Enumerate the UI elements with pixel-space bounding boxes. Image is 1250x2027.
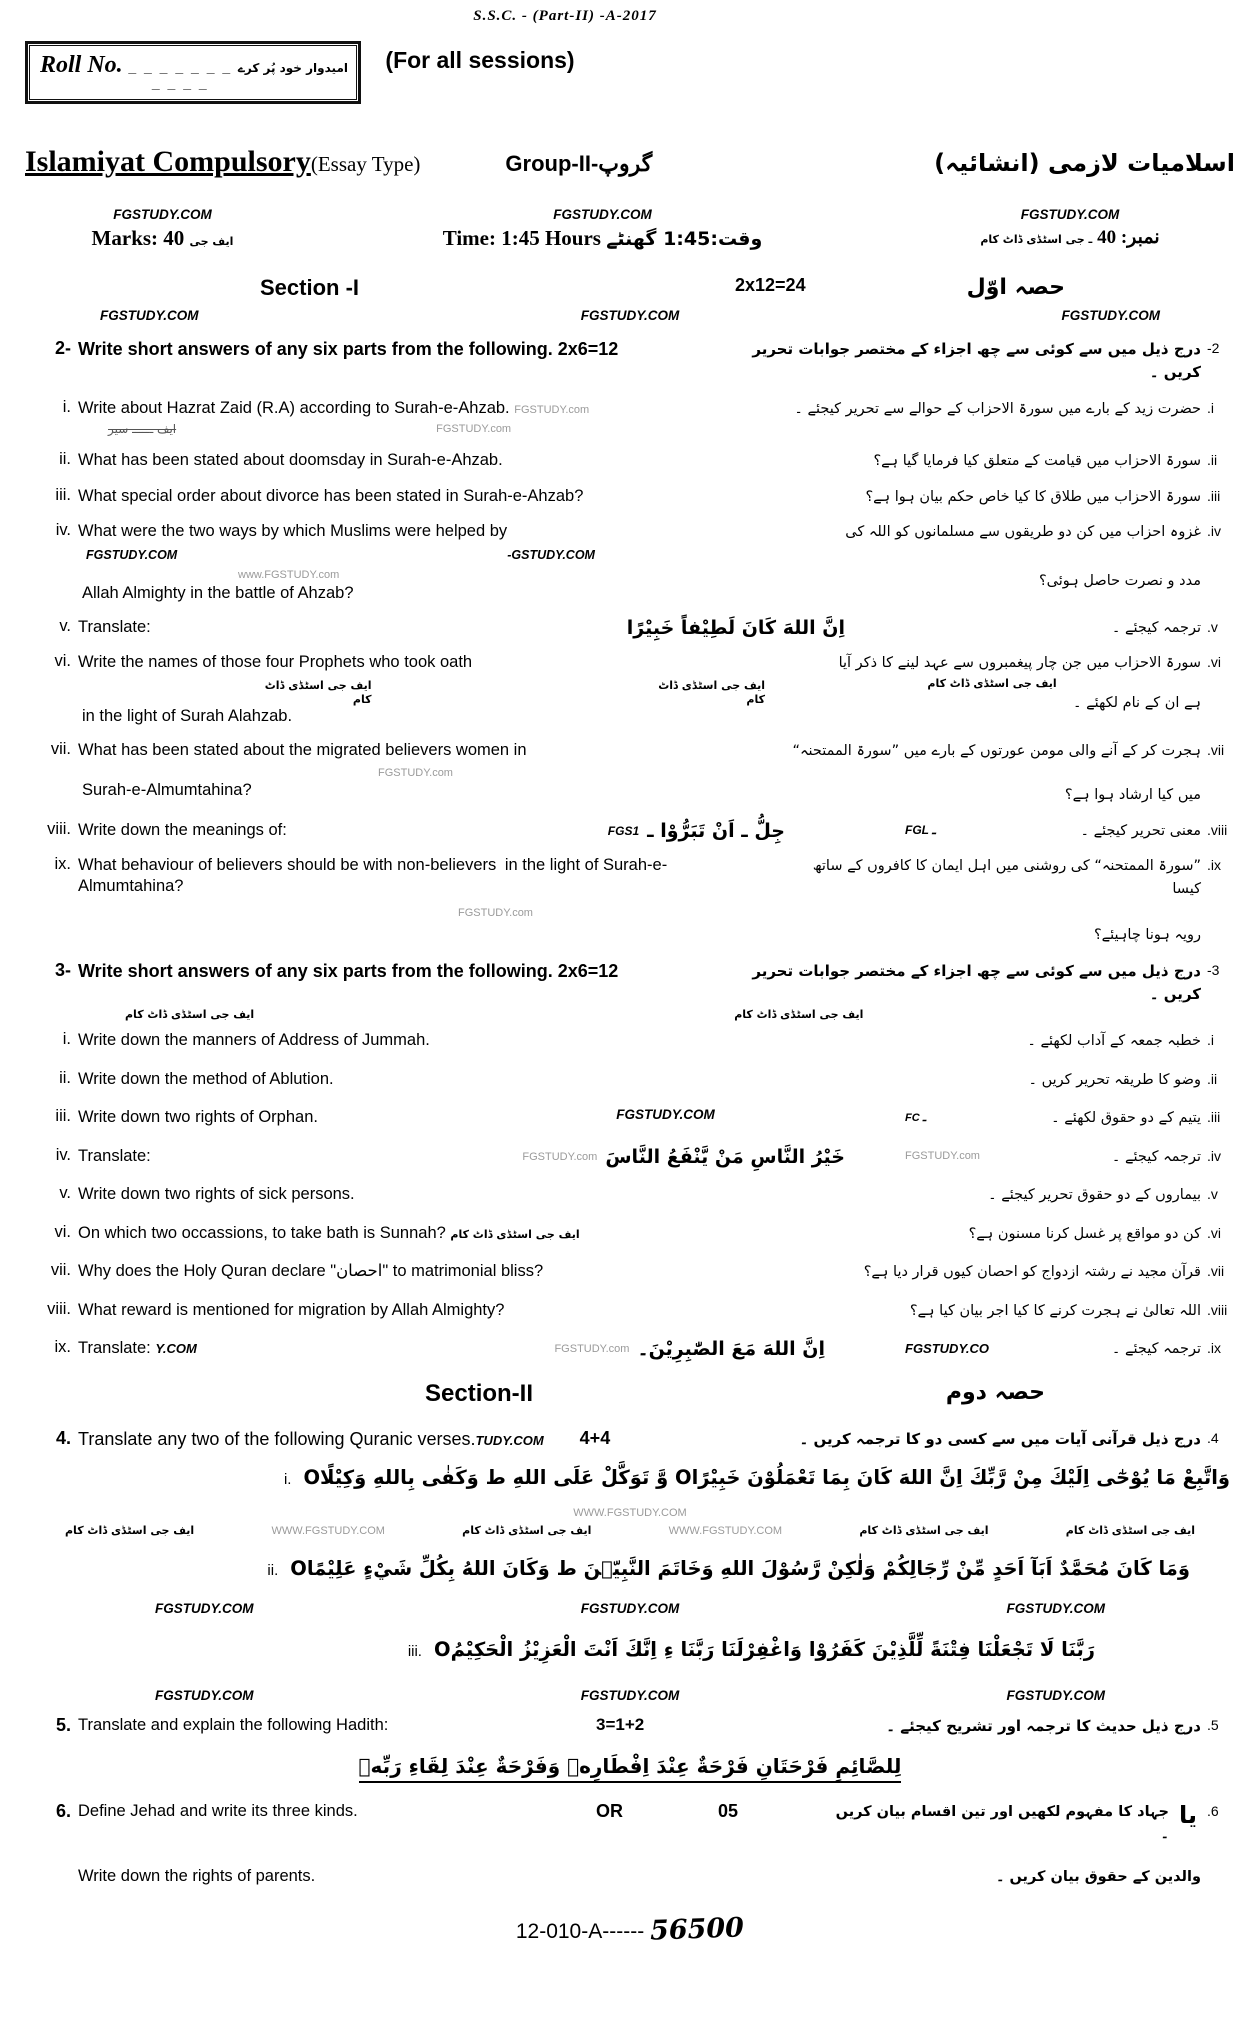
watermark: FGSTUDY.com [905,1149,980,1162]
item-number-ur: .i [1207,399,1214,416]
question-alt-text-en: Write down the rights of parents. [78,1866,316,1885]
watermark-ur: ایف جی اسٹڈی ڈاٹ کام [927,676,1057,690]
watermark-ur: ایف جی اسٹڈی ڈاٹ کام [264,678,372,706]
roll-no-urdu-note: امیدوار خود پُر کرے [237,61,348,75]
item-number: vii. [50,1261,71,1280]
item-number: iv. [55,1145,71,1164]
item-text-en: Write down the manners of Address of Jummah. [78,1031,430,1050]
item-text-en: Write the names of those four Prophets who took oath ایف جی اسٹڈی ڈاٹ کام ایف جی اسٹڈی ڈاٹ کام in the light of Surah Alahzab. [78,653,765,726]
item-number-ur: .iii [1207,1109,1221,1126]
item-text-en: What has been stated about the migrated believers women in FGSTUDY.com Surah-e-Almumtahina? [78,740,527,800]
item-number: ii. [59,1068,71,1087]
watermark-ur: ایف جی اسٹڈی ڈاٹ کام [859,1524,989,1538]
item-text-ur: ترجمہ کیجئے ۔ [1111,619,1201,636]
q3-item-iii [25,1107,1235,1129]
question-text-en: Translate any two of the following Quranic verses.TUDY.COM [78,1429,544,1450]
paper-title-type: (Essay Type) [310,152,421,176]
item-number-ur: .v [1207,1186,1218,1203]
time-label-ur: وقت:1:45 گھنٹے [606,228,763,250]
section-2-heading-row [25,1380,1235,1412]
item-text-en: Translate: [78,617,151,636]
watermark: FGSTUDY.com [554,1342,630,1355]
arabic-text: جِلُّ ـ اَنْ تَبَرُّوْا ـ [647,819,785,842]
watermark: FGSTUDY.com [458,906,533,919]
quran-verse-1 [25,1466,1235,1489]
question-5-heading [25,1715,1235,1738]
watermark-ur: ایف جی اسٹڈی ڈاٹ کام [658,678,765,706]
watermark: FGSTUDY.COM [580,307,680,323]
question-3-heading [25,960,1235,1007]
q2-item-i [25,398,1235,438]
item-text-ur: سورۃ الاحزاب میں قیامت کے متعلق کیا فرمایا گیا ہے؟ [873,453,1201,470]
watermark-ur-fragment: ـ جی اسٹڈی ڈاٹ کام [980,233,1093,246]
watermark-ur: ایف جی اسٹڈی ڈاٹ کام [450,1227,580,1241]
question-marks: 3=1+2 [596,1714,645,1734]
item-number-ur: .vi [1207,1224,1221,1241]
q3-item-v [25,1184,1235,1206]
roll-no-blank-field[interactable]: _ _ _ _ _ _ _ _ _ _ _ [128,59,233,91]
item-text-ur: معنی تحریر کیجئے ۔ [1080,822,1201,839]
or-label-ur: یا [1178,1800,1197,1829]
arabic-text: اِنَّ اللهَ مَعَ الصّٰبِرِيْنَ۔ [637,1337,825,1360]
arabic-verse: رَبَّنَا لَا تَجْعَلْنَا فِتْنَةً لِّلَّذِيْنَ كَفَرُوْا وَاغْفِرْلَنَا رَبَّنَا ءِ اِنَّكَ اَنْتَ الْعَزِيْزُ الْحَكِيْمُO [433,1637,1095,1661]
watermark-ur: ایف جی اسٹڈی ڈاٹ کام [1065,1524,1195,1538]
item-number: i. [62,397,71,416]
item-number-ur: .ii [1207,1070,1218,1087]
question-number-ur: -2 [1207,340,1220,356]
verse-number: ii. [267,1561,279,1579]
q3-item-ii [25,1069,1235,1091]
hadith-row [25,1754,1235,1783]
item-text-ur: کن دو مواقع پر غسل کرنا مسنون ہے؟ [968,1225,1201,1242]
meta-row [25,207,1235,251]
q3-item-iv [25,1146,1235,1168]
watermark: FGSTUDY.CO [905,1340,990,1356]
question-text-ur: درج ذیل حدیث کا ترجمہ اور تشریح کیجئے ۔ [886,1716,1201,1735]
section-2-title-ur: حصہ دوم [945,1380,1045,1406]
item-text-ur: وضو کا طریقہ تحریر کریں ۔ [1028,1071,1201,1088]
watermark-row [125,1008,1235,1021]
question-text-en: Translate and explain the following Hadith: [78,1715,389,1734]
watermark: FGSTUDY.COM [100,307,199,323]
paper-footer [25,1914,1235,1945]
roll-row [25,35,1235,101]
item-number: i. [62,1030,71,1049]
item-text-ur: یتیم کے دو حقوق لکھئے ۔ [1051,1110,1201,1127]
item-text-en: Write down two rights of sick persons. [78,1185,355,1204]
watermark: WWW.FGSTUDY.COM [573,1506,687,1519]
q2-item-vi [25,652,1235,727]
watermark-ur: ایف جی اسٹڈی ڈاٹ کام [462,1524,592,1538]
watermark-ur: ایف جی اسٹڈی ڈاٹ کام [734,1008,864,1022]
arabic-verse: وَاتَّبِعْ مَا يُوْحٰٓى اِلَيْكَ مِنْ رَّبِّكَ اِنَّ اللهَ كَانَ بِمَا تَعْمَلُوْنَ خَبِيْرًاO وَّ تَوَكَّلْ عَلَى اللهِ ط وَكَفٰى بِاللهِ وَكِيْلًاO [303,1465,1230,1489]
quran-verse-3 [25,1638,1235,1661]
item-number: vii. [50,739,71,758]
question-number: 4. [55,1428,71,1449]
q3-item-viii [25,1300,1235,1322]
item-number: viii. [47,819,71,838]
section-1-marks: 2x12=24 [735,275,806,295]
q2-item-ii [25,450,1235,472]
q2-item-vii [25,740,1235,807]
sessions-note: (For all sessions) [385,47,575,73]
q3-item-vi [25,1223,1235,1245]
q2-item-v [25,617,1235,639]
q2-item-ix [25,855,1235,946]
item-number: v. [59,1184,71,1203]
item-text-ur: سورۃ الاحزاب میں جن چار پیغمبروں سے عہد لینے کا ذکر آیا ایف جی اسٹڈی ڈاٹ کام ہے ان کے نام لکھئے ۔ [783,652,1201,714]
q2-item-viii [25,820,1235,842]
watermark: WWW.FGSTUDY.COM [668,1524,783,1537]
question-alt-text-ur: والدین کے حقوق بیان کریں ۔ [995,1868,1201,1885]
question-text-en: Define Jehad and write its three kinds. [78,1801,358,1820]
item-number: ix. [54,855,71,874]
question-text-en: Write short answers of any six parts from the following. 2x6=12 [78,960,619,981]
item-text-ur: ترجمہ کیجئے ۔ [1111,1148,1201,1165]
q3-item-i [25,1030,1235,1052]
q2-item-iii [25,486,1235,508]
watermark-row [25,305,1235,325]
arabic-text: اِنَّ اللهَ كَانَ لَطِيْفاً خَبِيْرًا [626,616,845,639]
question-text-ur: درج ذیل میں سے کوئی سے چھ اجزاء کے مختصر جوابات تحریر کریں ۔ [752,340,1201,382]
item-number-ur: .viii [1207,821,1228,838]
question-text-en: Write short answers of any six parts from the following. 2x6=12 [78,339,619,359]
paper-title-en: Islamiyat Compulsory [25,145,311,178]
question-number: 3- [54,959,71,980]
question-number-ur: -3 [1207,961,1220,978]
q2-item-iv [25,521,1235,604]
item-number-ur: .ii [1207,452,1218,469]
item-number-ur: .viii [1207,1301,1228,1318]
item-number: v. [59,616,71,635]
item-number-ur: .v [1207,618,1218,635]
section-1-title: Section -I [260,275,360,300]
item-number-ur: .i [1207,1032,1214,1049]
watermark: FGSTUDY.COM [580,1688,680,1704]
watermark: -GSTUDY.COM [507,547,595,562]
item-text-en: What reward is mentioned for migration by Allah Almighty? [78,1300,505,1319]
watermark: FGSTUDY.COM [1006,1601,1105,1617]
section-1-heading-row [25,275,1235,305]
question-4-heading [25,1428,1235,1451]
watermark: FGSTUDY.COM [155,1688,254,1704]
verse-number: iii. [407,1642,422,1660]
question-text-ur: درج ذیل قرآنی آیات میں سے کسی دو کا ترجمہ کریں ۔ [799,1430,1201,1449]
time-label: Time: 1:45 Hours وقت:1:45 گھنٹے [442,226,763,250]
item-text-ur: ”سورۃ الممتحنہ“ کی روشنی میں اہل ایمان کا کافروں کے ساتھ کیسا رویہ ہونا چاہیئے؟ [812,858,1201,944]
item-number: iii. [55,1107,71,1126]
item-text-en: On which two occassions, to take bath is Sunnah? ایف جی اسٹڈی ڈاٹ کام [78,1223,580,1242]
item-text-en: What has been stated about doomsday in Surah-e-Ahzab. [78,451,503,470]
item-number: viii. [47,1299,71,1318]
paper-code: 12-010-A------ [515,1920,645,1944]
question-text-ur: درج ذیل میں سے کوئی سے چھ اجزاء کے مختصر جوابات تحریر کریں ۔ [752,961,1201,1003]
watermark: WWW.FGSTUDY.COM [271,1524,385,1537]
question-number: 5. [55,1714,71,1735]
item-text-en: Why does the Holy Quran declare "احصان" to matrimonial bliss? [78,1262,544,1281]
item-text-ur: قرآن مجید نے رشتہ ازدواج کو احصان کیوں قرار دیا ہے؟ [863,1264,1201,1281]
watermark: www.FGSTUDY.com [238,569,340,582]
watermark: FGS1 [607,823,640,838]
watermark: FGSTUDY.COM [580,1601,680,1617]
item-number-ur: .vi [1207,654,1221,671]
question-number-ur: .6 [1207,1802,1219,1819]
q3-item-vii [25,1261,1235,1283]
watermark: FGSTUDY.COM [1061,307,1160,323]
watermark: FC ـ [905,1112,926,1125]
item-number-ur: .iii [1207,487,1221,504]
item-number: ix. [54,1337,71,1356]
question-6-row [25,1801,1235,1846]
question-2-heading [25,338,1235,385]
watermark-ur-fragment: ایف جی [189,235,234,248]
hadith-arabic: لِلصَّائِمِ فَرْحَتَانِ فَرْحَةٌ عِنْدَ اِفْطَارِهٖ وَفَرْحَةٌ عِنْدَ لِقَاءِ رَبِّهٖ [359,1754,902,1783]
item-text-en: What were the two ways by which Muslims were helped by FGSTUDY.COM -GSTUDY.COM www.FGSTUDY.com Allah Almighty in the battle of Ahzab? [78,522,595,603]
title-row [25,145,1235,179]
item-number-ur: .iv [1207,523,1221,540]
watermark: FGSTUDY.com [522,1150,598,1163]
watermark-row [25,1519,1235,1543]
item-number-ur: .iv [1207,1147,1221,1164]
watermark: FGSTUDY.COM [113,207,212,222]
item-text-ur: حضرت زید کے بارے میں سورۃ الاحزاب کے حوالے سے تحریر کیجئے ۔ [794,400,1201,417]
watermark: FGSTUDY.COM [616,1107,715,1123]
item-text-en: Write down the method of Ablution. [78,1069,334,1088]
question-number-ur: .4 [1207,1430,1219,1447]
quran-verse-2 [25,1557,1235,1580]
q3-item-ix [25,1338,1235,1360]
item-text-ur: سورۃ الاحزاب میں طلاق کا کیا خاص حکم بیان ہوا ہے؟ [865,488,1201,505]
item-number: vi. [54,652,71,671]
or-label: OR [596,1800,623,1821]
verse-number: i. [283,1470,292,1488]
item-text-en: What behaviour of believers should be with non-believers in the light of Surah-e-Almumtahina? FGSTUDY.com [78,856,668,919]
section-1-title-ur: حصہ اوّل [966,275,1065,300]
question-text-ur: جہاد کا مفہوم لکھیں اور تین اقسام بیان کریں ۔ [835,1803,1169,1843]
item-text-en: Translate: [78,1146,151,1165]
watermark: FGSTUDY.COM [553,207,652,222]
item-number-ur: .vii [1207,1263,1225,1280]
item-text-en: Write down the meanings of: [78,820,287,839]
roll-no-label: Roll No. [40,52,123,78]
question-marks: 4+4 [579,1428,611,1449]
item-text-ur: بیماروں کے دو حقوق تحریر کیجئے ۔ [988,1187,1201,1204]
watermark: FGSTUDY.com [436,422,512,435]
item-text-en: What special order about divorce has been stated in Surah-e-Ahzab? [78,486,584,505]
watermark-ur: ایف جی اسٹڈی ڈاٹ کام [65,1524,195,1538]
item-number-ur: .vii [1207,741,1225,758]
watermark-ur-fragment: ایف ــــــ سیر [108,422,177,437]
item-text-ur: ترجمہ کیجئے ۔ [1111,1340,1201,1357]
handwritten-number: 56500 [649,1912,745,1947]
section-2-title: Section-II [425,1380,534,1408]
paper-title-ur: اسلامیات لازمی (انشائیہ) [934,149,1235,177]
watermark: FGL ـ [905,822,936,837]
marks-label: Marks: 40 ایف جی [91,226,234,250]
watermark: FGSTUDY.COM [86,547,178,562]
watermark: TUDY.COM [475,1433,544,1449]
item-text-en: Write down two rights of Orphan. [78,1108,318,1127]
item-text-en: Write about Hazrat Zaid (R.A) according to Surah-e-Ahzab. FGSTUDY.com ایف ــــــ سیر FGSTUDY.com [78,398,590,437]
item-number-ur: .ix [1207,1339,1221,1356]
item-text-ur: خطبہ جمعہ کے آداب لکھئے ۔ [1027,1033,1201,1050]
item-text-ur: غزوہ احزاب میں کن دو طریقوں سے مسلمانوں کو اللہ کی مدد و نصرت حاصل ہوئی؟ [845,524,1201,589]
watermark-ur: ایف جی اسٹڈی ڈاٹ کام [125,1008,255,1022]
item-text-en: Translate: Y.COM [78,1338,197,1357]
watermark: FGSTUDY.COM [1020,207,1120,222]
item-number: iv. [55,521,71,540]
watermark-row [25,1594,1235,1624]
item-number: vi. [54,1222,71,1241]
exam-code: S.S.C. - (Part-II) -A-2017 [473,8,657,24]
item-number: ii. [59,450,71,469]
item-number: iii. [55,485,71,504]
question-6-alt-row [25,1866,1235,1888]
item-number-ur: .ix [1207,857,1221,874]
item-text-ur: ہجرت کر کے آنے والی مومن عورتوں کے بارے میں ”سورۃ الممتحنہ“ میں کیا ارشاد ہوا ہے؟ [792,742,1201,804]
arabic-text: خَيْرُ النَّاسِ مَنْ يَّنْفَعُ النَّاسَ [605,1145,845,1168]
watermark: FGSTUDY.com [378,766,453,779]
question-number: 6. [55,1800,71,1821]
question-number-ur: .5 [1207,1716,1219,1733]
watermark: FGSTUDY.COM [1006,1688,1105,1704]
arabic-verse: وَمَا كَانَ مُحَمَّدٌ اَبَآ اَحَدٍ مِّنْ رِّجَالِكُمْ وَلٰكِنْ رَّسُوْلَ اللهِ وَخَاتَمَ النَّبِيّٖنَ ط وَكَانَ اللهُ بِكُلِّ شَيْءٍ عَلِيْمًاO [290,1556,1190,1580]
watermark: FGSTUDY.com [514,403,590,416]
item-text-ur: اللہ تعالیٰ نے ہجرت کرنے کا کیا اجر بیان کیا ہے؟ [909,1302,1201,1319]
watermark-row [25,1681,1235,1711]
watermark: FGSTUDY.COM [155,1601,254,1617]
question-marks: 05 [718,1800,739,1821]
question-number: 2- [54,338,71,358]
watermark-row [25,1503,1235,1519]
watermark: Y.COM [155,1340,197,1356]
marks-label-ur: نمبر: 40 ـ جی اسٹڈی ڈاٹ کام [980,227,1160,248]
group-label: Group-II-گروپ [505,151,653,176]
